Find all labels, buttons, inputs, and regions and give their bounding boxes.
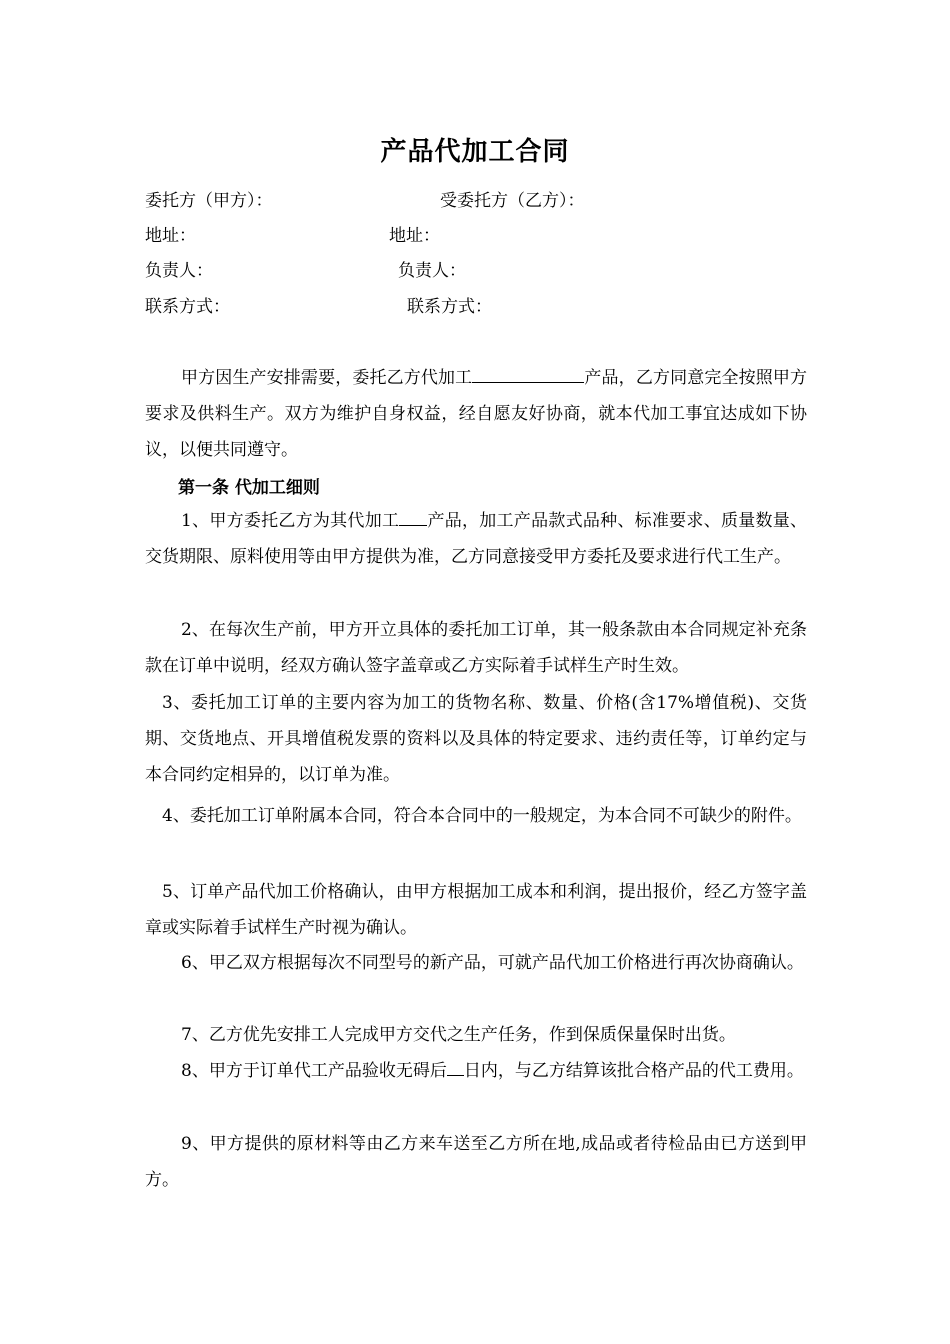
clause-6: 6、甲乙双方根据每次不同型号的新产品，可就产品代加工价格进行再次协商确认。 [181,953,804,973]
clause-8-days-blank [447,1057,464,1076]
clause-7: 7、乙方优先安排工人完成甲方交代之生产任务，作到保质保量保时出货。 [181,1025,736,1045]
clause-1-product-blank [399,507,427,526]
intro-paragraph [145,360,807,468]
clause-8 [145,1053,807,1089]
clause-1-part2: 产品，加工产品款式品种、标准要求、质量数量、交货期限、原料使用等由甲方提供为准，乙方同意接受甲方委托及要求进行代工生产。 [145,511,807,567]
product-name-blank [472,364,584,383]
party-b-manager-label: 负责人： [398,261,466,281]
clause-1-part1: 1、甲方委托乙方为其代加工 [181,511,400,531]
clause-8-part2: 日内，与乙方结算该批合格产品的代工费用。 [463,1061,804,1081]
party-a-contact-label: 联系方式： [145,297,230,317]
article-1-heading: 第一条 代加工细则 [178,478,320,498]
clause-2: 2、在每次生产前，甲方开立具体的委托加工订单，其一般条款由本合同规定补充条款在订单中说明，经双方确认签字盖章或乙方实际着手试样生产时生效。 [145,620,807,676]
clause-8-part1: 8、甲方于订单代工产品验收无碍后 [181,1061,447,1081]
intro-text-part1: 甲方因生产安排需要，委托乙方代加工 [181,368,473,388]
clause-3: 3、委托加工订单的主要内容为加工的货物名称、数量、价格(含17%增值税)、交货期、交货地点、开具增值税发票的资料以及具体的特定要求、违约责任等，订单约定与本合同约定相异的，以订单为准。 [145,693,807,785]
party-b-client-label: 受委托方（乙方）： [440,191,585,211]
clause-9: 9、甲方提供的原材料等由乙方来车送至乙方所在地,成品或者待检品由已方送到甲方。 [145,1134,807,1190]
party-a-address-label: 地址： [145,226,196,246]
document-title: 产品代加工合同 [380,137,570,167]
clause-4: 4、委托加工订单附属本合同，符合本合同中的一般规定，为本合同不可缺少的附件。 [162,806,802,826]
intro-text-part2: 产品，乙方同意完全按照甲方要求及供料生产。双方为维护自身权益，经自愿友好协商，就本代加工事宜达成如下协议，以便共同遵守。 [145,368,808,460]
party-b-address-label: 地址： [389,226,440,246]
party-b-contact-label: 联系方式： [407,297,492,317]
party-a-manager-label: 负责人： [145,261,213,281]
clause-1 [145,503,807,575]
party-a-client-label: 委托方（甲方）： [145,191,273,211]
clause-5: 5、订单产品代加工价格确认，由甲方根据加工成本和利润，提出报价，经乙方签字盖章或实际着手试样生产时视为确认。 [145,882,807,938]
